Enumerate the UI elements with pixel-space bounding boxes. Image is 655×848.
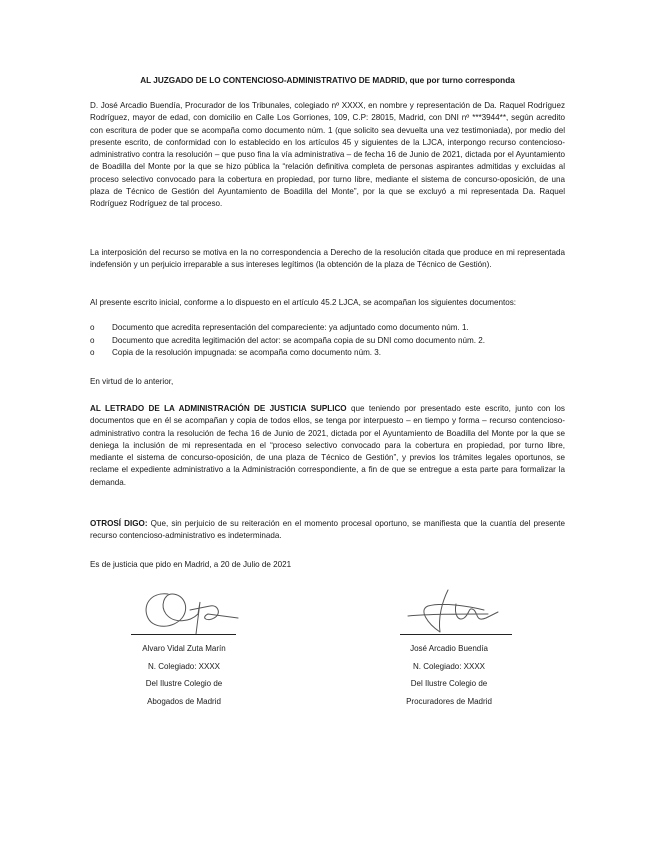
right-signatory-colegio-name: Procuradores de Madrid: [406, 696, 492, 706]
list-item: o Documento que acredita representación del compareciente: ya adjuntado como documento núm. 1.: [90, 322, 565, 335]
left-signatory-name: Alvaro Vidal Zuta Marín: [142, 644, 226, 653]
left-signatory-colegiado: N. Colegiado: XXXX: [147, 661, 221, 671]
right-signatory-name: José Arcadio Buendía: [410, 644, 488, 653]
right-signature-line: [400, 634, 512, 635]
documents-intro: Al presente escrito inicial, conforme a lo dispuesto en el artículo 45.2 LJCA, se acompañan los siguientes documentos:: [90, 298, 517, 307]
suplico-paragraph: [90, 403, 565, 489]
documents-list: [90, 322, 565, 360]
left-signature-icon: [138, 584, 248, 638]
right-signatory-colegiado: N. Colegiado: XXXX: [412, 661, 486, 671]
en-virtud-paragraph: En virtud de lo anterior,: [90, 377, 174, 386]
list-item: o Documento que acredita legitimación del actor: se acompaña copia de su DNI como documento núm. 2.: [90, 335, 565, 348]
suplico-heading: AL LETRADO DE LA ADMINISTRACIÓN DE JUSTICIA SUPLICO: [90, 404, 347, 413]
left-signatory-block: [109, 640, 259, 710]
otrosi-paragraph: [90, 518, 565, 543]
right-signatory-colegio: Del Ilustre Colegio de: [410, 679, 488, 688]
date-place-line: Es de justicia que pido en Madrid, a 20 de Julio de 2021: [90, 560, 292, 569]
intro-paragraph: D. José Arcadio Buendía, Procurador de los Tribunales, colegiado nº XXXX, en nombre y representación de Da. Raquel Rodríguez Rodríguez, mayor de edad, con domicilio en Calle Los Gorriones, 109, C.P: 28015, Madrid, con DNI nº ***3944**, según acredito con escritura de poder que se acompaña como documento núm. 1 (que solicito sea devuelta una vez testimoniada), por medio del presente escrito, de conformidad con lo establecido en los artículos 45 y siguientes de la LJCA, interpongo recurso contencioso-administrativo contra la resolución – que puso fina la vía administrativa – de fecha 16 de Junio de 2021, dictada por el Ayuntamiento de Boadilla del Monte por la que se hizo pública la “relación definitiva completa de personas aspirantes admitidas y excluidas al proceso selectivo convocado para la cobertura en propiedad, por turno libre, mediante el sistema de concurso-oposición, de una plaza de Técnico de Gestión del Ayuntamiento de Boadilla del Monte”, por la que se excluyó a mi representada Da. Raquel Rodríguez Rodríguez de tal proceso.: [90, 101, 565, 209]
right-signatory-block: [374, 640, 524, 710]
bullet-icon: o: [90, 348, 95, 358]
right-signature-icon: [398, 584, 513, 638]
motive-paragraph: La interposición del recurso se motiva en la no correspondencia a Derecho de la resolución citada que produce en mi representada indefensión y un perjuicio irreparable a sus intereses legítimos (la obtención de la plaza de Técnico de Gestión).: [90, 248, 565, 270]
list-item: o Copia de la resolución impugnada: se acompaña como documento núm. 3.: [90, 347, 565, 360]
suplico-text: que teniendo por presentado este escrito, junto con los documentos que en él se acompañan y copia de todos ellos, se tenga por interpuesto – en tiempo y forma – recurso contencioso-administrativo contra la resolución de fecha 16 de Junio de 2021, dictada por el Ayuntamiento de Boadilla del Monte por la que se deniega la inclusión de mi representada en el “proceso selectivo convocado para la cobertura en propiedad, por turno libre, mediante el sistema de concurso-oposición, de una plaza de Técnico de Gestión”, y previos los trámites legales oportunos, se reclame el expediente administrativo a la Administración correspondiente, a fin de que se entregue a esta parte para formalizar la demanda.: [90, 404, 565, 487]
left-signatory-colegio-name: Abogados de Madrid: [147, 696, 221, 706]
left-signature-line: [131, 634, 236, 635]
otrosi-text: Que, sin perjuicio de su reiteración en el momento procesal oportuno, se manifiesta que la cuantía del presente recurso contencioso-administrativo es indeterminada.: [90, 519, 565, 541]
left-signatory-colegio: Del Ilustre Colegio de: [145, 679, 223, 688]
bullet-icon: o: [90, 335, 95, 345]
otrosi-heading: OTROSÍ DIGO:: [90, 519, 148, 528]
bullet-icon: o: [90, 323, 95, 332]
court-heading: AL JUZGADO DE LO CONTENCIOSO-ADMINISTRATIVO DE MADRID, que por turno corresponda: [140, 76, 515, 85]
